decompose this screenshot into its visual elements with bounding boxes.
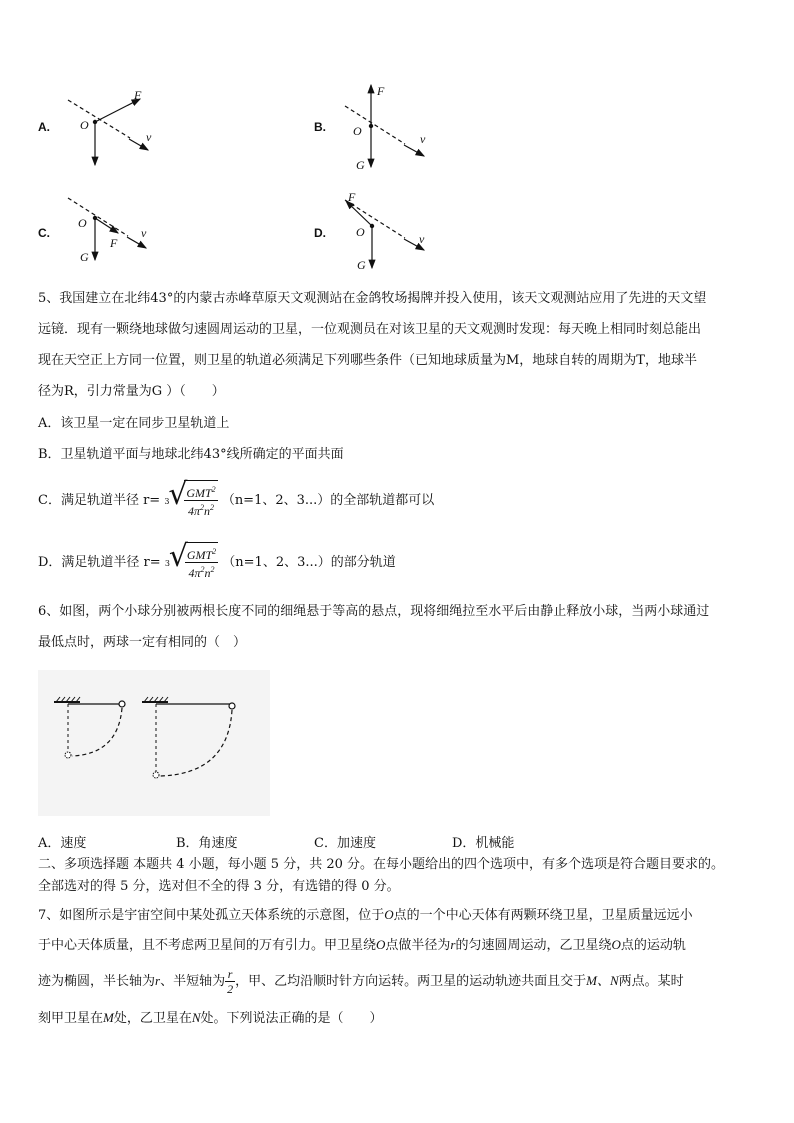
- radical-index: 3: [164, 497, 170, 506]
- q7-stem-line-4: [38, 1010, 383, 1027]
- c-label-v: v: [141, 226, 147, 240]
- q7-text-2a: 于中心天体质量，且不考虑两卫星间的万有引力。甲卫星绕: [38, 938, 377, 953]
- q7-text-3b: 、半短轴为: [160, 974, 226, 989]
- denominator-exponent-2: 2: [210, 565, 215, 574]
- q6-option-a: A．速度: [38, 836, 87, 851]
- q6-option-c: C．加速度: [314, 836, 376, 851]
- q7-stem-line-2: [38, 937, 686, 954]
- q5-option-d-suffix: （n=1、2、3...）的部分轨道: [222, 555, 396, 570]
- q7-stem-line-1: [38, 907, 693, 924]
- cube-root-expression-d: [164, 539, 218, 583]
- denominator-prefix: 4π: [188, 566, 201, 580]
- c-label-o: O: [78, 216, 87, 230]
- section-2-line-1: 二、多项选择题 本题共 4 小题，每小题 5 分，共 20 分。在每小题给出的四个选项中，有多个选项是符合题目要求的。: [38, 857, 725, 872]
- q7-text-3d: 两点。某时: [618, 974, 684, 989]
- q6-stem-line-2: 最低点时，两球一定有相同的（ ）: [38, 635, 247, 650]
- q5-option-a: A．该卫星一定在同步卫星轨道上: [38, 416, 230, 431]
- numerator-exponent: 2: [211, 485, 216, 494]
- denominator-prefix: 4π: [187, 504, 200, 518]
- d-label-o: O: [356, 225, 365, 239]
- b-label-v: v: [420, 132, 426, 146]
- a-label-f: F: [134, 88, 142, 102]
- q7-text-3a: 迹为椭圆，半长轴为: [38, 974, 156, 989]
- q6-stem-line-1: 6、如图，两个小球分别被两根长度不同的细绳悬于等高的悬点，现将细绳拉至水平后由静止释放小球，当两小球通过: [38, 604, 710, 619]
- points-mn-symbol: M、N: [586, 973, 619, 988]
- q5-option-d: [38, 539, 396, 583]
- q7-text-4c: 处。下列说法正确的是（ ）: [200, 1011, 383, 1026]
- point-o-symbol: O: [611, 937, 621, 952]
- force-diagrams-svg: [0, 0, 794, 290]
- fraction-denominator: 2: [227, 982, 234, 996]
- q7-text-3c: ，甲、乙均沿顺时针方向运转。两卫星的运动轨迹共面且交于: [235, 974, 587, 989]
- c-label-f: F: [110, 236, 118, 250]
- q7-text-2c: 的匀速圆周运动，乙卫星绕: [455, 938, 612, 953]
- option-d-label: D.: [314, 226, 326, 240]
- semi-major-symbol: r: [155, 973, 161, 988]
- radical-sign-icon: √: [168, 477, 188, 512]
- radical-sign-icon: √: [168, 539, 188, 574]
- q6-option-b: B．角速度: [176, 836, 238, 851]
- denominator-n: n: [204, 504, 210, 518]
- q5-stem-line-4: 径为R，引力常量为G ）（ ）: [38, 384, 225, 399]
- d-label-f: F: [348, 190, 356, 204]
- radius-symbol: r: [450, 937, 456, 952]
- denominator-n: n: [204, 566, 211, 580]
- q7-stem-line-3: [38, 964, 684, 999]
- q5-option-c-suffix: （n=1、2、3...）的全部轨道都可以: [221, 493, 435, 508]
- q5-option-c: [38, 477, 435, 521]
- option-b-label: B.: [314, 120, 326, 134]
- b-label-o: O: [353, 124, 362, 138]
- d-label-v: v: [419, 232, 425, 246]
- option-c-label: C.: [38, 226, 50, 240]
- point-m-symbol: M: [103, 1010, 114, 1025]
- denominator-exponent-1: 2: [200, 503, 204, 512]
- a-label-o: O: [80, 118, 89, 132]
- option-a-label: A.: [38, 120, 50, 134]
- numerator-text: GMT: [186, 486, 212, 500]
- q7-text-2b: 点做半径为: [385, 938, 451, 953]
- q5-option-d-prefix: D．满足轨道半径 r=: [38, 555, 161, 570]
- denominator-exponent-2: 2: [210, 503, 214, 512]
- q7-text-2d: 点的运动轨: [620, 938, 686, 953]
- q7-text-1a: 7、如图所示是宇宙空间中某处孤立天体系统的示意图，位于: [38, 908, 385, 923]
- denominator-exponent-1: 2: [200, 565, 205, 574]
- fraction-numerator: r: [225, 967, 235, 982]
- radical-index: 3: [164, 559, 170, 568]
- numerator-exponent: 2: [212, 547, 217, 556]
- point-o-symbol: O: [384, 907, 394, 922]
- cube-root-expression-c: [164, 477, 217, 521]
- c-label-g: G: [80, 250, 89, 264]
- numerator-text: GMT: [186, 548, 213, 562]
- q5-stem-line-1: 5、我国建立在北纬43°的内蒙古赤峰草原天文观测站在金鸽牧场揭牌并投入使用，该天文观测站应用了先进的天文望: [38, 291, 707, 306]
- q7-text-4b: 处，乙卫星在: [113, 1011, 192, 1026]
- point-o-symbol: O: [376, 937, 386, 952]
- point-n-symbol: N: [191, 1010, 201, 1025]
- d-label-g: G: [357, 258, 366, 272]
- a-label-v: v: [146, 130, 152, 144]
- q5-option-b: B．卫星轨道平面与地球北纬43°线所确定的平面共面: [38, 447, 344, 462]
- semi-minor-fraction: [225, 967, 235, 996]
- pendulum-figure: [38, 670, 270, 816]
- q7-text-4a: 刻甲卫星在: [38, 1011, 104, 1026]
- q5-stem-line-2: 远镜．现有一颗绕地球做匀速圆周运动的卫星，一位观测员在对该卫星的天文观测时发现：每天晚上相同时刻总能出: [38, 322, 702, 337]
- q5-option-c-prefix: C．满足轨道半径 r=: [38, 493, 161, 508]
- b-label-f: F: [377, 84, 385, 98]
- q7-text-1b: 点的一个中心天体有两颗环绕卫星，卫星质量远远小: [393, 908, 693, 923]
- section-2-line-2: 全部选对的得 5 分，选对但不全的得 3 分，有选错的得 0 分。: [38, 879, 400, 894]
- b-label-g: G: [356, 158, 365, 172]
- q5-stem-line-3: 现在天空正上方同一位置，则卫星的轨道必须满足下列哪些条件（已知地球质量为M，地球自转的周期为T，地球半: [38, 353, 697, 368]
- q6-option-d: D．机械能: [452, 836, 515, 851]
